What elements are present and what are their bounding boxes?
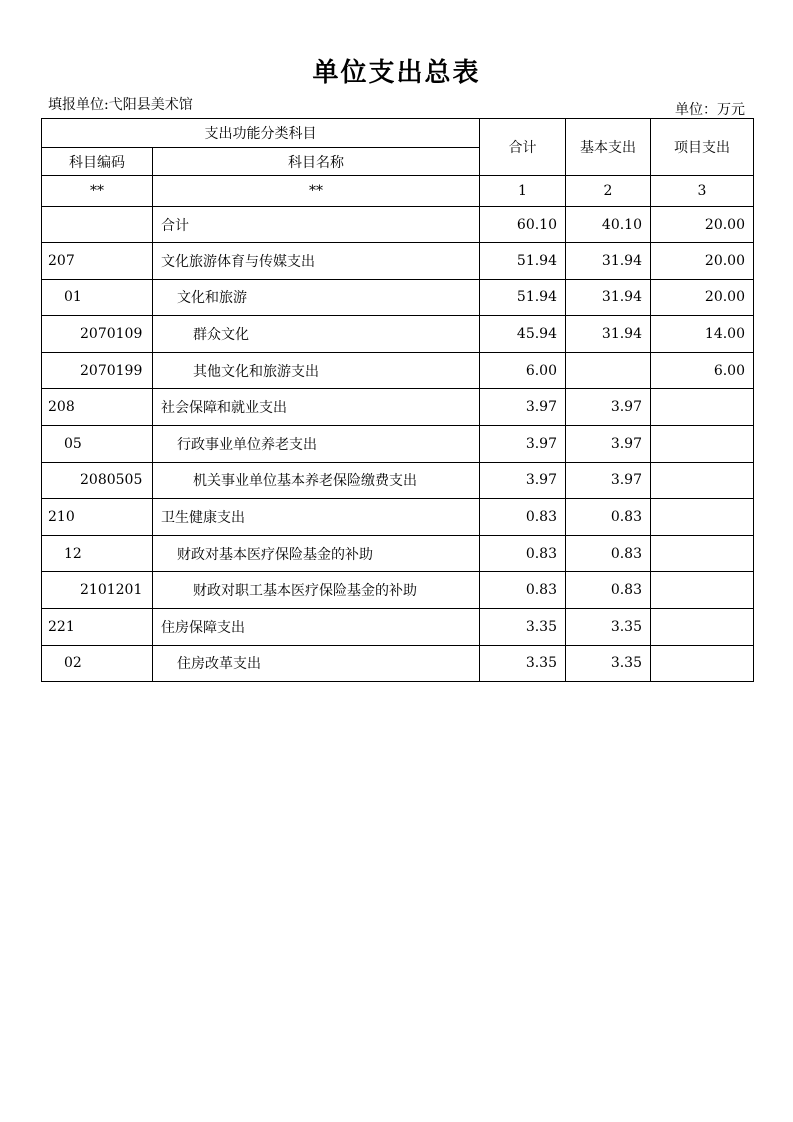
expenditure-table xyxy=(41,118,754,682)
row-basic: 3.97 xyxy=(566,462,651,499)
row-name: 行政事业单位养老支出 xyxy=(153,425,480,462)
header-name: 科目名称 xyxy=(153,148,480,176)
row-name: 住房保障支出 xyxy=(153,608,480,645)
row-project: 20.00 xyxy=(651,243,754,280)
row-total: 0.83 xyxy=(480,535,566,572)
row-code: 01 xyxy=(42,279,153,316)
row-total: 3.35 xyxy=(480,645,566,682)
header-code: 科目编码 xyxy=(42,148,153,176)
row-total: 3.97 xyxy=(480,425,566,462)
row-project xyxy=(651,499,754,536)
row-total: 60.10 xyxy=(480,207,566,243)
table-row xyxy=(42,499,754,536)
table-row xyxy=(42,462,754,499)
row-project: 14.00 xyxy=(651,316,754,353)
row-total: 3.97 xyxy=(480,462,566,499)
row-code: 02 xyxy=(42,645,153,682)
row-name: 社会保障和就业支出 xyxy=(153,389,480,426)
row-total: 3.35 xyxy=(480,608,566,645)
row-code xyxy=(42,207,153,243)
row-basic: 3.97 xyxy=(566,389,651,426)
row-total: 45.94 xyxy=(480,316,566,353)
row-basic: 40.10 xyxy=(566,207,651,243)
row-project xyxy=(651,389,754,426)
row-code: 12 xyxy=(42,535,153,572)
table-row xyxy=(42,645,754,682)
table-row xyxy=(42,535,754,572)
table-row xyxy=(42,425,754,462)
currency-unit: 单位：万元 xyxy=(675,102,745,118)
header-basic: 基本支出 xyxy=(566,119,651,176)
row-code: 221 xyxy=(42,608,153,645)
row-total: 51.94 xyxy=(480,279,566,316)
table-row xyxy=(42,352,754,389)
index-basic: 2 xyxy=(566,176,651,207)
row-project xyxy=(651,425,754,462)
row-basic: 0.83 xyxy=(566,535,651,572)
index-project: 3 xyxy=(651,176,754,207)
row-basic: 31.94 xyxy=(566,316,651,353)
row-code: 207 xyxy=(42,243,153,280)
row-basic xyxy=(566,352,651,389)
table-row xyxy=(42,389,754,426)
row-name: 财政对职工基本医疗保险基金的补助 xyxy=(153,572,480,609)
header-project: 项目支出 xyxy=(651,119,754,176)
row-total: 6.00 xyxy=(480,352,566,389)
row-code: 208 xyxy=(42,389,153,426)
table-row xyxy=(42,243,754,280)
row-name: 群众文化 xyxy=(153,316,480,353)
row-project xyxy=(651,645,754,682)
row-basic: 31.94 xyxy=(566,279,651,316)
row-total: 0.83 xyxy=(480,499,566,536)
row-code: 2101201 xyxy=(42,572,153,609)
row-code: 05 xyxy=(42,425,153,462)
row-total: 0.83 xyxy=(480,572,566,609)
row-name: 文化旅游体育与传媒支出 xyxy=(153,243,480,280)
index-code: ** xyxy=(42,176,153,207)
table-row xyxy=(42,608,754,645)
row-code: 2080505 xyxy=(42,462,153,499)
row-basic: 3.35 xyxy=(566,608,651,645)
row-name: 合计 xyxy=(153,207,480,243)
row-name: 财政对基本医疗保险基金的补助 xyxy=(153,535,480,572)
index-total: 1 xyxy=(480,176,566,207)
header-function-category: 支出功能分类科目 xyxy=(42,119,480,148)
page-title: 单位支出总表 xyxy=(312,58,481,88)
row-name: 机关事业单位基本养老保险缴费支出 xyxy=(153,462,480,499)
row-project xyxy=(651,535,754,572)
row-project: 6.00 xyxy=(651,352,754,389)
header-total: 合计 xyxy=(480,119,566,176)
row-basic: 3.35 xyxy=(566,645,651,682)
row-project xyxy=(651,608,754,645)
row-basic: 31.94 xyxy=(566,243,651,280)
table-row xyxy=(42,572,754,609)
row-basic: 0.83 xyxy=(566,499,651,536)
row-total: 51.94 xyxy=(480,243,566,280)
row-name: 其他文化和旅游支出 xyxy=(153,352,480,389)
row-code: 2070199 xyxy=(42,352,153,389)
row-basic: 3.97 xyxy=(566,425,651,462)
header-row-group xyxy=(42,119,754,148)
reporting-unit: 填报单位:弋阳县美术馆 xyxy=(48,97,193,113)
row-total: 3.97 xyxy=(480,389,566,426)
index-row xyxy=(42,176,754,207)
table-row xyxy=(42,316,754,353)
row-project xyxy=(651,462,754,499)
row-code: 210 xyxy=(42,499,153,536)
row-name: 文化和旅游 xyxy=(153,279,480,316)
row-code: 2070109 xyxy=(42,316,153,353)
row-project xyxy=(651,572,754,609)
table-row xyxy=(42,279,754,316)
row-name: 卫生健康支出 xyxy=(153,499,480,536)
row-project: 20.00 xyxy=(651,207,754,243)
table-row xyxy=(42,207,754,243)
index-name: ** xyxy=(153,176,480,207)
row-project: 20.00 xyxy=(651,279,754,316)
row-name: 住房改革支出 xyxy=(153,645,480,682)
row-basic: 0.83 xyxy=(566,572,651,609)
